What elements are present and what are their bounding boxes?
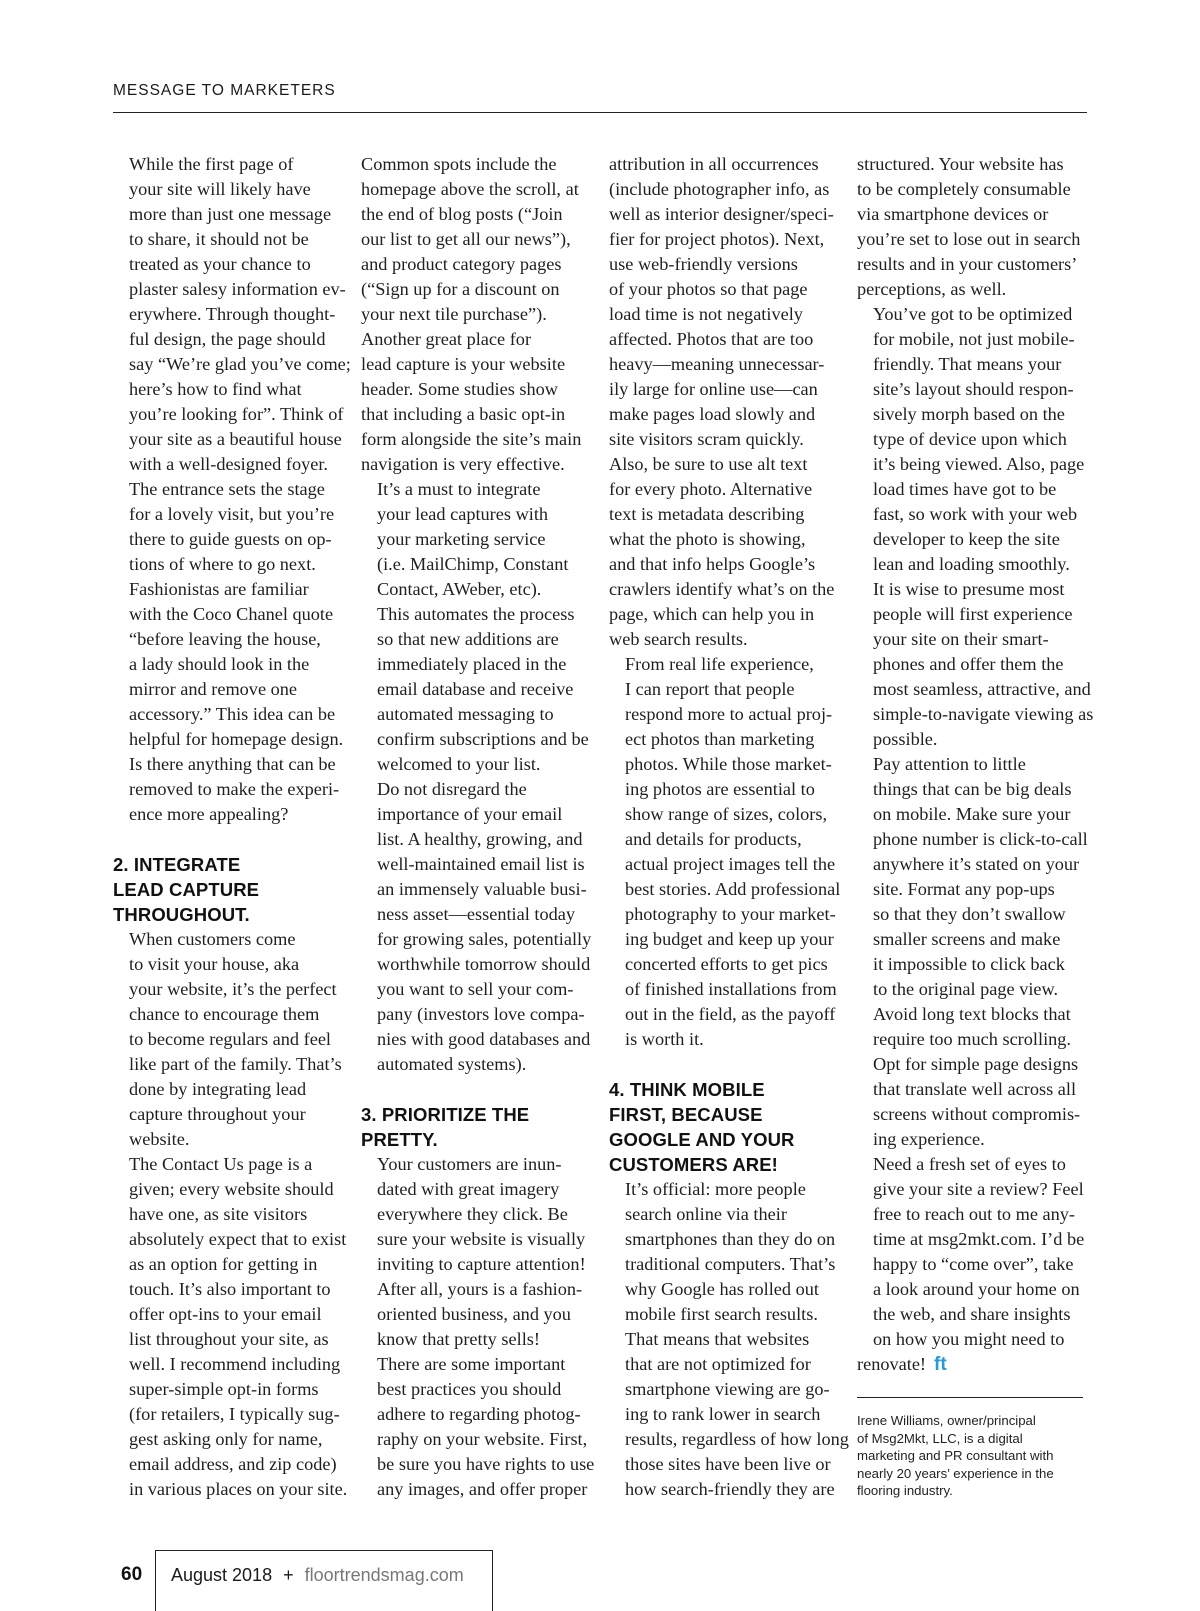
text-line: ful design, the page should	[129, 329, 326, 349]
paragraph	[857, 1152, 1089, 1377]
text-line: The entrance sets the stage	[129, 479, 325, 499]
text-line: mobile first search results.	[625, 1304, 818, 1324]
bio-line: nearly 20 years’ experience in the	[857, 1465, 1054, 1481]
bio-line: flooring industry.	[857, 1483, 953, 1498]
text-line: given; every website should	[129, 1179, 334, 1199]
issue-date: August 2018	[171, 1565, 273, 1585]
paragraph	[361, 477, 593, 777]
text-line: chance to encourage them	[129, 1004, 320, 1024]
text-line: This automates the process	[377, 604, 575, 624]
text-line: so that new additions are	[377, 629, 559, 649]
text-line: The Contact Us page is a	[129, 1154, 313, 1174]
text-line: our list to get all our news”),	[361, 229, 571, 249]
paragraph	[609, 1177, 849, 1502]
text-line: You’ve got to be optimized	[873, 304, 1073, 324]
section-title: MESSAGE TO MARKETERS	[113, 82, 336, 99]
text-line: Is there anything that can be	[129, 754, 336, 774]
text-line: that including a basic opt-in	[361, 404, 566, 424]
text-line: and product category pages	[361, 254, 562, 274]
text-line: That means that websites	[625, 1329, 810, 1349]
text-line: ing experience.	[873, 1129, 985, 1149]
text-line: attribution in all occurrences	[609, 154, 819, 174]
text-line: nies with good databases and	[377, 1029, 591, 1049]
text-line: on how you might need to	[873, 1329, 1065, 1349]
text-line: people will first experience	[873, 604, 1073, 624]
text-line: smaller screens and make	[873, 929, 1061, 949]
text-line: and that info helps Google’s	[609, 554, 816, 574]
article-column-2	[361, 152, 593, 1502]
text-line: plaster salesy information ev-	[129, 279, 346, 299]
text-line: an immensely valuable busi-	[377, 879, 587, 899]
text-line: automated systems).	[377, 1054, 527, 1074]
text-line: for every photo. Alternative	[609, 479, 813, 499]
paragraph	[113, 927, 345, 1152]
text-line: best stories. Add professional	[625, 879, 841, 899]
text-line: possible.	[873, 729, 938, 749]
text-line: It’s a must to integrate	[377, 479, 541, 499]
text-line: free to reach out to me any-	[873, 1204, 1076, 1224]
text-line: “before leaving the house,	[129, 629, 321, 649]
text-line: smartphone viewing are go-	[625, 1379, 830, 1399]
text-line: the web, and share insights	[873, 1304, 1071, 1324]
text-line: load time is not negatively	[609, 304, 803, 324]
heading-line: LEAD CAPTURE	[113, 879, 260, 900]
text-line: use web-friendly versions	[609, 254, 798, 274]
text-line: for mobile, not just mobile-	[873, 329, 1075, 349]
text-line: smartphones than they do on	[625, 1229, 836, 1249]
text-line: site visitors scram quickly.	[609, 429, 804, 449]
text-line: dated with great imagery	[377, 1179, 560, 1199]
text-line: worthwhile tomorrow should	[377, 954, 591, 974]
text-line: There are some important	[377, 1354, 566, 1374]
text-line: best practices you should	[377, 1379, 562, 1399]
text-line: here’s how to find what	[129, 379, 302, 399]
text-line: how search-friendly they are	[625, 1479, 835, 1499]
paragraph	[361, 1152, 593, 1352]
text-line: with a well-designed foyer.	[129, 454, 329, 474]
text-line: ing budget and keep up your	[625, 929, 834, 949]
footer-text	[171, 1565, 464, 1586]
text-line: lead capture is your website	[361, 354, 566, 374]
heading-line: PRETTY.	[361, 1129, 438, 1150]
text-line: Contact, AWeber, etc).	[377, 579, 542, 599]
text-line: you want to sell your com-	[377, 979, 574, 999]
text-line: gest asking only for name,	[129, 1429, 323, 1449]
text-line: why Google has rolled out	[625, 1279, 819, 1299]
section-heading	[361, 1102, 593, 1152]
text-line: as an option for getting in	[129, 1254, 318, 1274]
text-line: done by integrating lead	[129, 1079, 307, 1099]
article-column-1	[113, 152, 351, 1502]
text-line: Do not disregard the	[377, 779, 527, 799]
bio-line: marketing and PR consultant with	[857, 1448, 1054, 1463]
text-line: happy to “come over”, take	[873, 1254, 1074, 1274]
text-line: header. Some studies show	[361, 379, 559, 399]
section-gap	[609, 1052, 841, 1077]
text-line: your lead captures with	[377, 504, 549, 524]
heading-line: FIRST, BECAUSE	[609, 1104, 763, 1125]
heading-line: CUSTOMERS ARE!	[609, 1154, 778, 1175]
text-line: It is wise to presume most	[873, 579, 1065, 599]
text-line: phones and offer them the	[873, 654, 1064, 674]
text-line: you’re looking for”. Think of	[129, 404, 344, 424]
text-line: ness asset—essential today	[377, 904, 576, 924]
text-line: form alongside the site’s main	[361, 429, 582, 449]
bio-line: Irene Williams, owner/principal	[857, 1413, 1036, 1428]
text-line: list. A healthy, growing, and	[377, 829, 583, 849]
text-line: lean and loading smoothly.	[873, 554, 1070, 574]
text-line: site. Format any pop-ups	[873, 879, 1055, 899]
text-line: ing photos are essential to	[625, 779, 815, 799]
text-line: After all, yours is a fashion-	[377, 1279, 583, 1299]
text-line: photos. While those market-	[625, 754, 832, 774]
text-line: site’s layout should respon-	[873, 379, 1074, 399]
text-line: your site will likely have	[129, 179, 311, 199]
text-line: Your customers are inun-	[377, 1154, 562, 1174]
text-line: sure your website is visually	[377, 1229, 586, 1249]
text-line: the end of blog posts (“Join	[361, 204, 563, 224]
section-heading	[609, 1077, 841, 1177]
text-line: (include photographer info, as	[609, 179, 830, 199]
text-line: automated messaging to	[377, 704, 554, 724]
text-line: be sure you have rights to use	[377, 1454, 595, 1474]
bio-divider	[857, 1397, 1083, 1398]
text-line: homepage above the scroll, at	[361, 179, 579, 199]
text-line: well. I recommend including	[129, 1354, 341, 1374]
text-line: touch. It’s also important to	[129, 1279, 331, 1299]
page-number: 60	[121, 1564, 143, 1585]
section-gap	[361, 1077, 593, 1102]
text-line: absolutely expect that to exist	[129, 1229, 347, 1249]
text-line: more than just one message	[129, 204, 332, 224]
text-line: photography to your market-	[625, 904, 836, 924]
text-line: of finished installations from	[625, 979, 837, 999]
footer-site-link[interactable]: floortrendsmag.com	[304, 1565, 464, 1585]
text-line: for a lovely visit, but you’re	[129, 504, 335, 524]
paragraph	[857, 152, 1089, 302]
text-line: removed to make the experi-	[129, 779, 340, 799]
text-line: it’s being viewed. Also, page	[873, 454, 1085, 474]
text-line: to be completely consumable	[857, 179, 1071, 199]
text-line: When customers come	[129, 929, 296, 949]
text-line: fier for project photos). Next,	[609, 229, 825, 249]
text-line: adhere to regarding photog-	[377, 1404, 581, 1424]
text-line: results and in your customers’	[857, 254, 1078, 274]
text-line: load times have got to be	[873, 479, 1057, 499]
text-line: that are not optimized for	[625, 1354, 811, 1374]
text-line: erywhere. Through thought-	[129, 304, 336, 324]
text-line: ect photos than marketing	[625, 729, 815, 749]
text-line: time at msg2mkt.com. I’d be	[873, 1229, 1085, 1249]
text-line: a lady should look in the	[129, 654, 310, 674]
text-line: (i.e. MailChimp, Constant	[377, 554, 569, 574]
text-line: Another great place for	[361, 329, 532, 349]
text-line: concerted efforts to get pics	[625, 954, 828, 974]
text-line: to the original page view.	[873, 979, 1059, 999]
text-line: heavy—meaning unnecessar-	[609, 354, 825, 374]
text-line: say “We’re glad you’ve come;	[129, 354, 351, 374]
paragraph	[113, 577, 345, 827]
text-line: well-maintained email list is	[377, 854, 585, 874]
text-line: Fashionistas are familiar	[129, 579, 309, 599]
text-line: in various places on your site.	[129, 1479, 348, 1499]
text-line: simple-to-navigate viewing as	[873, 704, 1094, 724]
paragraph	[857, 752, 1089, 1152]
article-columns	[113, 152, 1094, 1512]
text-line: sively morph based on the	[873, 404, 1065, 424]
text-line: tions of where to go next.	[129, 554, 316, 574]
text-line: Need a fresh set of eyes to	[873, 1154, 1066, 1174]
text-line: require too much scrolling.	[873, 1029, 1071, 1049]
text-line: welcomed to your list.	[377, 754, 541, 774]
text-line: helpful for homepage design.	[129, 729, 344, 749]
section-header	[113, 80, 1087, 113]
text-line: have one, as site visitors	[129, 1204, 308, 1224]
text-line: crawlers identify what’s on the	[609, 579, 835, 599]
heading-line: THROUGHOUT.	[113, 904, 250, 925]
text-line: of your photos so that page	[609, 279, 808, 299]
text-line: (for retailers, I typically sug-	[129, 1404, 340, 1424]
text-line: out in the field, as the payoff	[625, 1004, 836, 1024]
text-line: like part of the family. That’s	[129, 1054, 342, 1074]
text-line: most seamless, attractive, and	[873, 679, 1091, 699]
text-line: Pay attention to little	[873, 754, 1026, 774]
text-line: super-simple opt-in forms	[129, 1379, 319, 1399]
paragraph	[857, 302, 1094, 752]
text-line: things that can be big deals	[873, 779, 1072, 799]
text-line: Common spots include the	[361, 154, 557, 174]
text-line: type of device upon which	[873, 429, 1067, 449]
text-line: with the Coco Chanel quote	[129, 604, 334, 624]
text-line: From real life experience,	[625, 654, 814, 674]
text-line: anywhere it’s stated on your	[873, 854, 1080, 874]
heading-line: 4. THINK MOBILE	[609, 1079, 765, 1100]
text-line: your site as a beautiful house	[129, 429, 342, 449]
text-line: inviting to capture attention!	[377, 1254, 586, 1274]
end-mark-logo: ft	[934, 1354, 947, 1375]
paragraph	[609, 652, 841, 1052]
text-line: capture throughout your	[129, 1104, 306, 1124]
text-line: mirror and remove one	[129, 679, 298, 699]
text-line: Opt for simple page designs	[873, 1054, 1079, 1074]
text-line: email database and receive	[377, 679, 574, 699]
text-line: your website, it’s the perfect	[129, 979, 337, 999]
text-line: you’re set to lose out in search	[857, 229, 1081, 249]
text-line: that translate well across all	[873, 1079, 1077, 1099]
text-line: fast, so work with your web	[873, 504, 1078, 524]
text-line: what the photo is showing,	[609, 529, 806, 549]
paragraph	[113, 152, 351, 577]
text-line: ing to rank lower in search	[625, 1404, 821, 1424]
text-line: on mobile. Make sure your	[873, 804, 1071, 824]
text-line: confirm subscriptions and be	[377, 729, 589, 749]
section-heading	[113, 852, 345, 927]
text-line: give your site a review? Feel	[873, 1179, 1084, 1199]
text-line: immediately placed in the	[377, 654, 567, 674]
text-line: navigation is very effective.	[361, 454, 565, 474]
text-line: know that pretty sells!	[377, 1329, 540, 1349]
text-line: Avoid long text blocks that	[873, 1004, 1071, 1024]
paragraph	[361, 1352, 593, 1502]
text-line: treated as your chance to	[129, 254, 311, 274]
text-line: your marketing service	[377, 529, 546, 549]
footer-box	[155, 1550, 493, 1611]
page-footer	[113, 1550, 493, 1610]
text-line: traditional computers. That’s	[625, 1254, 836, 1274]
text-line: results, regardless of how long	[625, 1429, 849, 1449]
text-line: renovate!	[857, 1354, 927, 1374]
text-line: email address, and zip code)	[129, 1454, 337, 1474]
text-line: importance of your email	[377, 804, 563, 824]
text-line: developer to keep the site	[873, 529, 1060, 549]
text-line: your site on their smart-	[873, 629, 1049, 649]
text-line: it impossible to click back	[873, 954, 1065, 974]
text-line: ence more appealing?	[129, 804, 289, 824]
section-gap	[113, 827, 345, 852]
paragraph	[361, 152, 593, 477]
footer-separator: +	[283, 1565, 294, 1585]
text-line: (“Sign up for a discount on	[361, 279, 560, 299]
text-line: to become regulars and feel	[129, 1029, 332, 1049]
text-line: respond more to actual proj-	[625, 704, 833, 724]
text-line: actual project images tell the	[625, 854, 836, 874]
heading-line: GOOGLE AND YOUR	[609, 1129, 795, 1150]
text-line: I can report that people	[625, 679, 795, 699]
author-bio	[857, 1412, 1089, 1500]
text-line: to share, it should not be	[129, 229, 309, 249]
text-line: your next tile purchase”).	[361, 304, 547, 324]
text-line: perceptions, as well.	[857, 279, 1007, 299]
heading-line: 3. PRIORITIZE THE	[361, 1104, 530, 1125]
text-line: pany (investors love compa-	[377, 1004, 585, 1024]
paragraph	[361, 777, 593, 1077]
text-line: make pages load slowly and	[609, 404, 816, 424]
text-line: structured. Your website has	[857, 154, 1064, 174]
text-line: is worth it.	[625, 1029, 704, 1049]
text-line: friendly. That means your	[873, 354, 1062, 374]
text-line: Also, be sure to use alt text	[609, 454, 808, 474]
text-line: list throughout your site, as	[129, 1329, 329, 1349]
text-line: raphy on your website. First,	[377, 1429, 588, 1449]
text-line: so that they don’t swallow	[873, 904, 1066, 924]
text-line: screens without compromis-	[873, 1104, 1081, 1124]
text-line: search online via their	[625, 1204, 787, 1224]
paragraph	[113, 1152, 348, 1502]
text-line: oriented business, and you	[377, 1304, 571, 1324]
text-line: those sites have been live or	[625, 1454, 831, 1474]
text-line: web search results.	[609, 629, 748, 649]
article-column-3	[609, 152, 849, 1502]
article-column-4	[857, 152, 1094, 1500]
text-line: accessory.” This idea can be	[129, 704, 336, 724]
text-line: While the first page of	[129, 154, 294, 174]
text-line: It’s official: more people	[625, 1179, 806, 1199]
text-line: a look around your home on	[873, 1279, 1080, 1299]
text-line: offer opt-ins to your email	[129, 1304, 322, 1324]
text-line: well as interior designer/speci-	[609, 204, 834, 224]
text-line: website.	[129, 1129, 190, 1149]
bio-line: of Msg2Mkt, LLC, is a digital	[857, 1430, 1023, 1446]
text-line: and details for products,	[625, 829, 802, 849]
text-line: there to guide guests on op-	[129, 529, 332, 549]
text-line: via smartphone devices or	[857, 204, 1049, 224]
text-line: ily large for online use—can	[609, 379, 818, 399]
text-line: to visit your house, aka	[129, 954, 300, 974]
text-line: for growing sales, potentially	[377, 929, 592, 949]
text-line: affected. Photos that are too	[609, 329, 814, 349]
heading-line: 2. INTEGRATE	[113, 854, 241, 875]
text-line: everywhere they click. Be	[377, 1204, 568, 1224]
text-line: any images, and offer proper	[377, 1479, 588, 1499]
text-line: text is metadata describing	[609, 504, 805, 524]
paragraph	[609, 152, 841, 652]
text-line: show range of sizes, colors,	[625, 804, 828, 824]
text-line: phone number is click-to-call	[873, 829, 1088, 849]
text-line: page, which can help you in	[609, 604, 815, 624]
